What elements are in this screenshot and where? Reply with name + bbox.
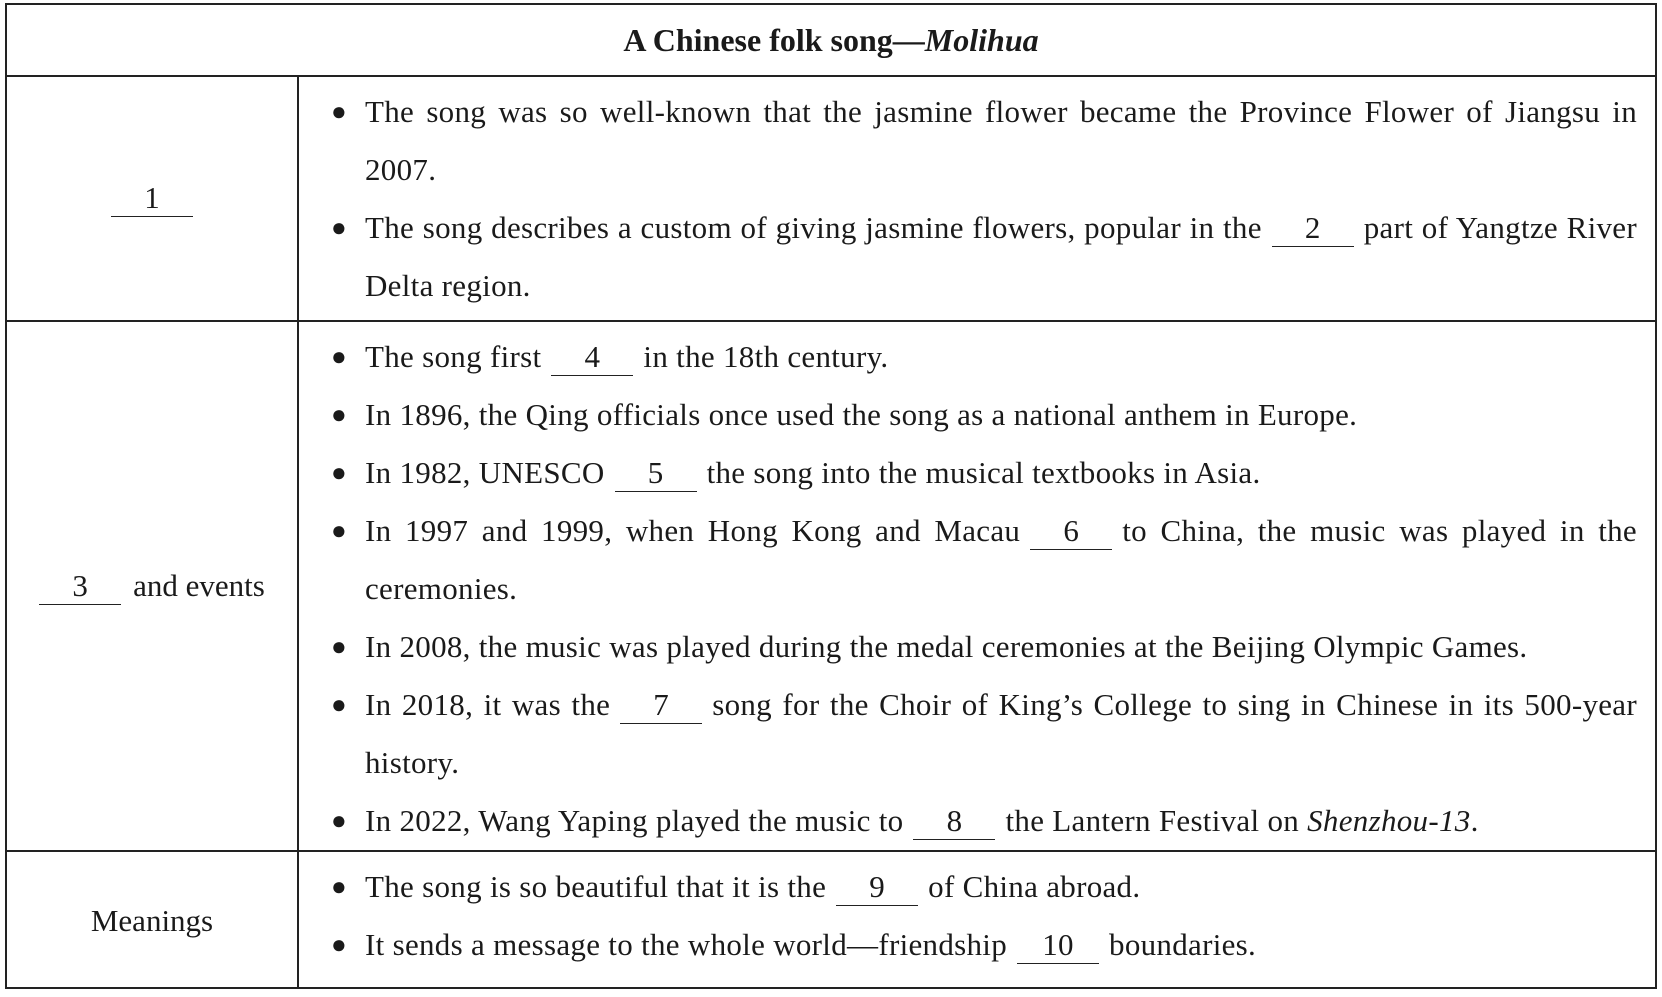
title-italic: Molihua bbox=[924, 21, 1039, 58]
item-text: part of Yangtze River Delta region. bbox=[365, 210, 1637, 303]
list-item bbox=[331, 502, 1637, 618]
item-text: of China abroad. bbox=[928, 869, 1141, 904]
row-label-cell bbox=[7, 77, 299, 320]
blank-2[interactable]: 2 bbox=[1272, 210, 1354, 247]
blank-9[interactable]: 9 bbox=[836, 869, 918, 906]
item-text: The song is so beautiful that it is the bbox=[365, 869, 827, 904]
item-text: . bbox=[1470, 803, 1479, 838]
item-text: to China, the music was played in the ceremonies. bbox=[365, 513, 1637, 606]
item-text: In 1982, UNESCO bbox=[365, 455, 605, 490]
item-text: In 2008, the music was played during the medal ceremonies at the Beijing Olympic Games. bbox=[365, 629, 1528, 664]
item-text: In 2018, it was the bbox=[365, 687, 611, 722]
item-text: The song first bbox=[365, 339, 542, 374]
bullet-icon: ● bbox=[331, 930, 348, 959]
item-text: in the 18th century. bbox=[643, 339, 889, 374]
row-label: Meanings bbox=[90, 902, 214, 938]
row-content-cell bbox=[299, 322, 1655, 850]
bullet-icon: ● bbox=[331, 400, 348, 429]
bullet-icon: ● bbox=[331, 97, 348, 126]
row-label-cell bbox=[7, 852, 299, 989]
list-item bbox=[331, 199, 1637, 315]
table-title bbox=[7, 5, 1655, 77]
blank-10[interactable]: 10 bbox=[1017, 927, 1099, 964]
row-label: and events bbox=[133, 568, 265, 603]
title-main: A Chinese folk song— bbox=[623, 21, 925, 58]
list-item bbox=[331, 83, 1637, 199]
list-item bbox=[331, 858, 1637, 916]
worksheet-table bbox=[5, 3, 1657, 989]
table-row-1 bbox=[7, 77, 1655, 322]
bullet-icon: ● bbox=[331, 342, 348, 371]
blank-7[interactable]: 7 bbox=[620, 687, 702, 724]
list-item bbox=[331, 328, 1637, 386]
bullet-icon: ● bbox=[331, 690, 348, 719]
row-label-cell bbox=[7, 322, 299, 850]
list-item bbox=[331, 444, 1637, 502]
item-text: In 1997 and 1999, when Hong Kong and Macau bbox=[365, 513, 1021, 548]
bullet-list bbox=[331, 328, 1637, 850]
bullet-list bbox=[331, 83, 1637, 315]
table-row-3 bbox=[7, 852, 1655, 989]
item-text: song for the Choir of King’s College to sing in Chinese in its 500-year history. bbox=[365, 687, 1637, 780]
item-text: the Lantern Festival on bbox=[1005, 803, 1300, 838]
blank-3[interactable]: 3 bbox=[39, 568, 121, 605]
blank-6[interactable]: 6 bbox=[1030, 513, 1112, 550]
list-item bbox=[331, 676, 1637, 792]
item-text: The song describes a custom of giving jasmine flowers, popular in the bbox=[365, 210, 1262, 245]
item-text: In 1896, the Qing officials once used the song as a national anthem in Europe. bbox=[365, 397, 1358, 432]
bullet-icon: ● bbox=[331, 806, 348, 835]
table-row-2 bbox=[7, 322, 1655, 852]
list-item bbox=[331, 618, 1637, 676]
item-text: It sends a message to the whole world—friendship bbox=[365, 927, 1008, 962]
bullet-icon: ● bbox=[331, 632, 348, 661]
item-text: The song was so well-known that the jasmine flower became the Province Flower of Jiangsu in 2007. bbox=[365, 94, 1637, 187]
list-item bbox=[331, 916, 1637, 974]
row-content-cell bbox=[299, 852, 1655, 989]
blank-1[interactable]: 1 bbox=[111, 180, 193, 217]
bullet-icon: ● bbox=[331, 213, 348, 242]
bullet-icon: ● bbox=[331, 458, 348, 487]
blank-8[interactable]: 8 bbox=[913, 803, 995, 840]
item-text-italic: Shenzhou-13 bbox=[1307, 803, 1471, 838]
bullet-list bbox=[331, 858, 1637, 974]
item-text: the song into the musical textbooks in Asia. bbox=[706, 455, 1261, 490]
list-item bbox=[331, 792, 1637, 850]
item-text: In 2022, Wang Yaping played the music to bbox=[365, 803, 904, 838]
bullet-icon: ● bbox=[331, 516, 348, 545]
item-text: boundaries. bbox=[1109, 927, 1257, 962]
row-content-cell bbox=[299, 77, 1655, 320]
list-item bbox=[331, 386, 1637, 444]
blank-5[interactable]: 5 bbox=[615, 455, 697, 492]
bullet-icon: ● bbox=[331, 872, 348, 901]
blank-4[interactable]: 4 bbox=[551, 339, 633, 376]
